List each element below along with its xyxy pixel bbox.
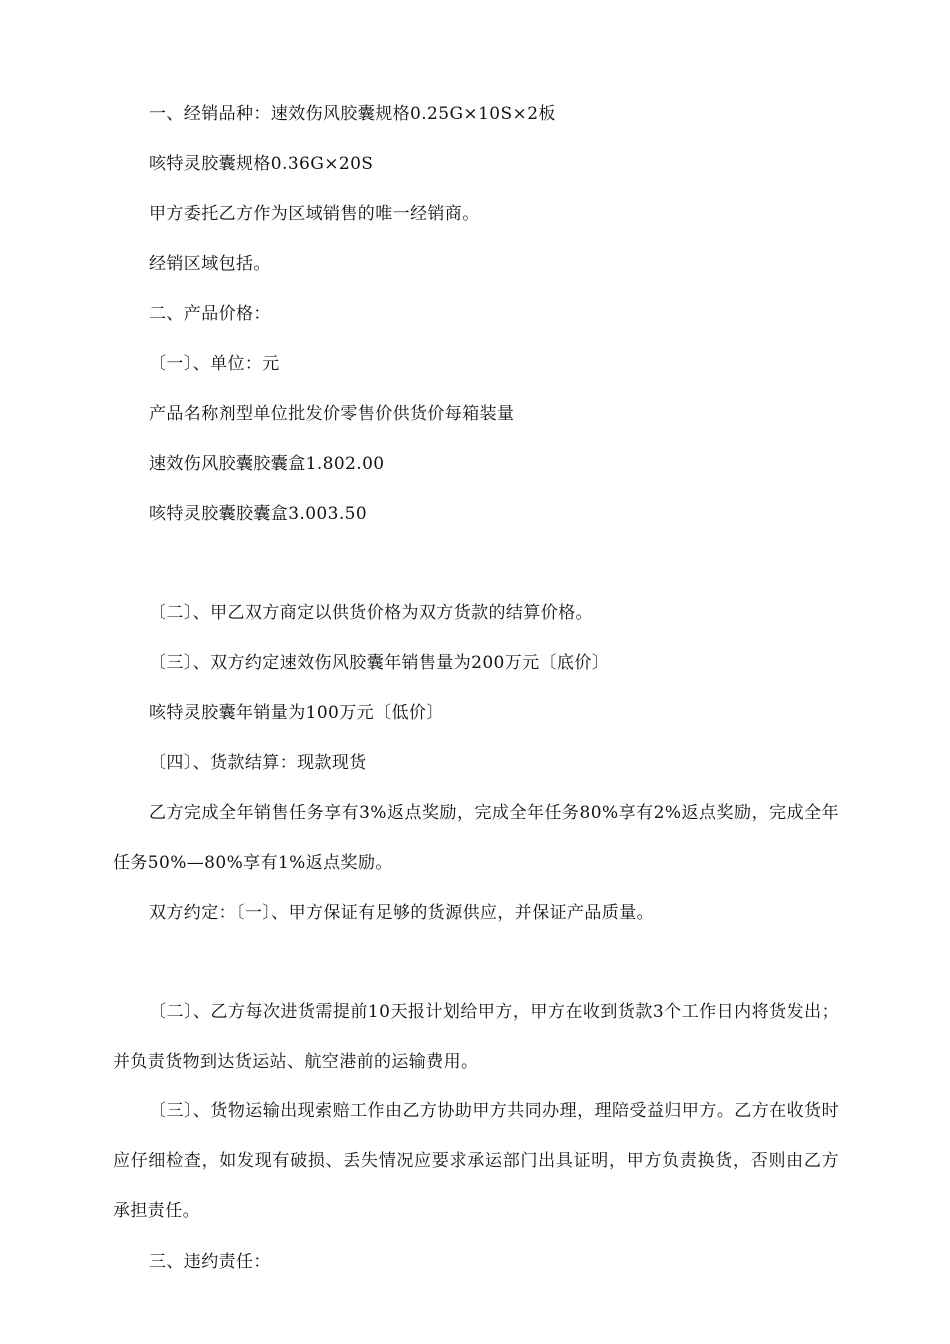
product-spec-line: 咳特灵胶囊规格0.36G×20S <box>149 154 374 174</box>
price-row-2: 咳特灵胶囊胶囊盒3.003.50 <box>149 504 368 524</box>
rebate-paragraph: 乙方完成全年销售任务享有3%返点奖励，完成全年任务80%享有2%返点奖励，完成全年任务50%—80%享有1%返点奖励。 <box>113 803 839 873</box>
annual-volume-line-2: 咳特灵胶囊年销量为100万元〔低价〕 <box>149 703 444 723</box>
price-row-1: 速效伤风胶囊胶囊盒1.802.00 <box>149 454 385 474</box>
section-2-heading: 二、产品价格： <box>149 304 271 324</box>
unit-line: 〔一〕、单位：元 <box>149 354 280 374</box>
exclusive-dealer-line: 甲方委托乙方作为区域销售的唯一经销商。 <box>149 204 480 224</box>
section-3-heading: 三、违约责任： <box>149 1252 271 1272</box>
sales-region-line: 经销区域包括。 <box>149 254 271 274</box>
claims-paragraph: 〔三〕、货物运输出现索赔工作由乙方协助甲方共同办理，理陪受益归甲方。乙方在收货时应仔细检查，如发现有破损、丢失情况应要求承运部门出具证明，甲方负责换货，否则由乙方承担责任。 <box>113 1101 839 1221</box>
payment-terms-line: 〔四〕、货款结算：现款现货 <box>149 753 367 773</box>
agreement-line: 双方约定：〔一〕、甲方保证有足够的货源供应，并保证产品质量。 <box>149 903 654 923</box>
settlement-price-line: 〔二〕、甲乙双方商定以供货价格为双方货款的结算价格。 <box>149 603 593 623</box>
ordering-paragraph: 〔二〕、乙方每次进货需提前10天报计划给甲方，甲方在收到货款3个工作日内将货发出；并负责货物到达货运站、航空港前的运输费用。 <box>113 1002 839 1072</box>
annual-volume-line: 〔三〕、双方约定速效伤风胶囊年销售量为200万元〔底价〕 <box>149 653 610 673</box>
section-1-products: 一、经销品种：速效伤风胶囊规格0.25G×10S×2板 <box>149 104 556 124</box>
price-table-header: 产品名称剂型单位批发价零售价供货价每箱装量 <box>149 404 515 424</box>
